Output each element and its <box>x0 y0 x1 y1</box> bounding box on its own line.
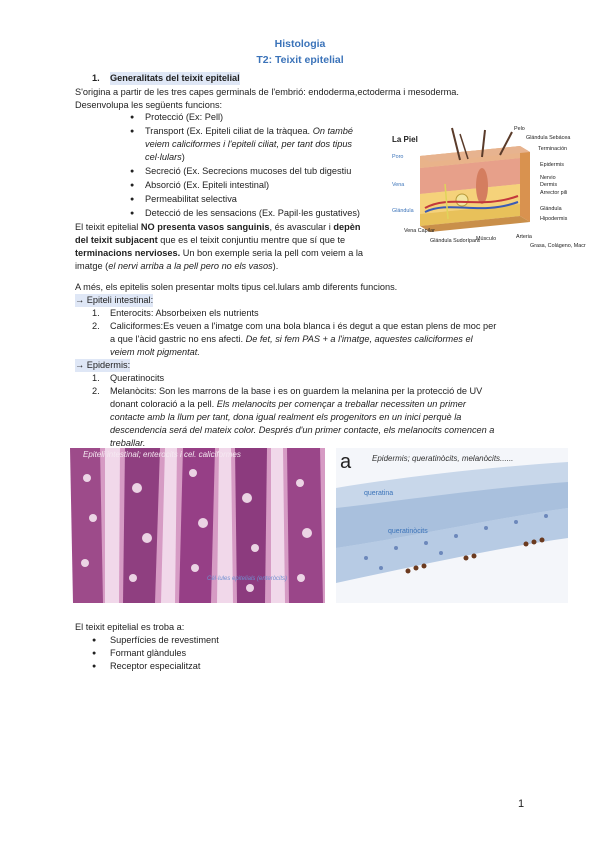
intestinal-inner-label: Cèl·lules epitelials (enteròcits) <box>207 576 288 582</box>
skin-label: Grasa, Colágeno, Macr <box>530 243 586 249</box>
document-subtitle: T2: Teixit epitelial <box>256 54 344 66</box>
skin-label: Terminación <box>538 146 568 152</box>
skin-label: Vena Capilar <box>404 228 435 234</box>
intro-line-2: Desenvolupa les següents funcions: <box>75 100 223 110</box>
function-item: Absorció (Ex. Epiteli intestinal) <box>145 180 270 190</box>
function-item: Detecció de les sensacions (Ex. Papil·les gustatives) <box>145 208 360 218</box>
epidermis-item-continued: treballar. <box>110 438 146 448</box>
skin-figure-title: La Piel <box>392 135 418 144</box>
types-intro: A més, els epitelis solen presentar molts tipus cel.lulars amb diferents funcions. <box>75 282 398 292</box>
skin-label: Glándula <box>540 206 562 212</box>
epidermis-caption: Epidermis; queratinòcits, melanòcits...... <box>372 454 514 463</box>
skin-label: Músculo <box>476 236 497 242</box>
skin-diagram <box>390 124 586 252</box>
bullet-icon: ● <box>130 210 135 217</box>
avascular-line-4: imatge (el nervi arriba a la pell pero no els vasos). <box>75 261 279 271</box>
avascular-line-1: El teixit epitelial NO presenta vasos sanguinis, és avascular i depèn <box>75 222 361 232</box>
where-item: Receptor especialitzat <box>110 661 201 671</box>
epidermis-item-continued: contacte amb la llum per tant, dona igual realment els progenitors en un inici perquè la <box>110 412 462 422</box>
skin-label: Dermis <box>540 182 558 188</box>
intestinal-item-continued: a que l'àcid gastric no ens afecti. De fet, si fem PAS + a l'imatge, aquestes caliciformes el <box>110 334 473 344</box>
function-item-continued: cel·lulars) <box>145 152 185 162</box>
intestinal-caption: Epiteli intestinal; enterocits i cel. caliciformes <box>83 450 241 459</box>
where-item: Formant glàndules <box>110 648 187 658</box>
avascular-line-3: terminacions nervioses. Un bon exemple seria la pell com veiem a la <box>75 248 364 258</box>
page-number: 1 <box>518 798 525 810</box>
list-number: 2. <box>92 386 100 396</box>
intestinal-heading: → Epiteli intestinal: <box>75 295 154 305</box>
skin-label: Nervio <box>540 175 556 181</box>
document-title: Histologia <box>274 38 326 50</box>
intro-line-1: S'origina a partir de les tres capes germinals de l'embrió: endoderma,ectoderma i mesoderma. <box>75 87 459 97</box>
skin-label: Arteria <box>516 234 532 240</box>
skin-label: Hipodermis <box>540 216 568 222</box>
section-number: 1. <box>92 73 100 83</box>
function-item: Protecció (Ex: Pell) <box>145 112 224 122</box>
bullet-icon: ● <box>92 637 97 644</box>
bullet-icon: ● <box>130 182 135 189</box>
intestinal-tissue-image <box>75 448 325 603</box>
list-number: 1. <box>92 308 100 318</box>
skin-label: Poro <box>392 154 404 160</box>
bullet-icon: ● <box>130 128 135 135</box>
bullet-icon: ● <box>130 114 135 121</box>
bullet-icon: ● <box>130 168 135 175</box>
list-number: 1. <box>92 373 100 383</box>
where-intro: El teixit epitelial es troba a: <box>75 622 185 632</box>
skin-label: Arrector pili <box>540 190 568 196</box>
skin-label: Glándula Sebácea <box>526 135 571 141</box>
bullet-icon: ● <box>92 663 97 670</box>
skin-label: Vena <box>392 182 405 188</box>
bullet-icon: ● <box>130 196 135 203</box>
function-item: Secreció (Ex. Secrecions mucoses del tub digestiu <box>145 166 352 176</box>
where-item: Superfícies de revestiment <box>110 635 219 645</box>
epidermis-micrograph <box>336 448 568 603</box>
bullet-icon: ● <box>92 650 97 657</box>
keratin-label: queratina <box>364 490 394 497</box>
avascular-line-2: del teixit subjacent que es el teixit conjuntiu mentre que sí que te <box>75 235 346 245</box>
intestinal-item-continued: veiem molt pigmentat. <box>110 347 200 357</box>
epidermis-item: Queratinocits <box>110 373 165 383</box>
skin-label: Glándula <box>392 208 414 214</box>
function-item: Transport (Ex. Epiteli ciliat de la tràquea. On també <box>145 126 354 136</box>
epidermis-item-continued: descendencia será del mateix color. Després d'un primer contacte, els melanocits comencen a <box>110 425 495 435</box>
keratinocyte-label: queratinòcits <box>388 528 428 535</box>
epidermis-item-continued: donant coloració a la pell. Els melanocits per començar a treballar necessiten un primer <box>110 399 466 409</box>
epidermis-tissue-image <box>336 448 568 603</box>
skin-label: Glándula Sudorípara <box>430 238 480 244</box>
intestinal-micrograph <box>75 448 325 603</box>
function-item: Permeabilitat selectiva <box>145 194 237 204</box>
epidermis-heading: → Epidermis: <box>75 360 131 370</box>
intestinal-item: Enterocits: Absorbeixen els nutrients <box>110 308 259 318</box>
panel-letter: a <box>340 451 352 473</box>
epidermis-item: Melanòcits: Son les marrons de la base i es on guardem la melanina per la protecció de UV <box>110 386 483 396</box>
skin-label: Pelo <box>514 126 525 132</box>
section-heading: Generalitats del teixit epitelial <box>110 73 240 83</box>
list-number: 2. <box>92 321 100 331</box>
skin-label: Epidermis <box>540 162 564 168</box>
function-item-continued: veiem caliciformes i l'epiteli ciliat, per tant dos tipus <box>145 139 353 149</box>
intestinal-item: Caliciformes:Es veuen a l'imatge com una bola blanca i és degut a que estan plens de moc per <box>110 321 497 331</box>
